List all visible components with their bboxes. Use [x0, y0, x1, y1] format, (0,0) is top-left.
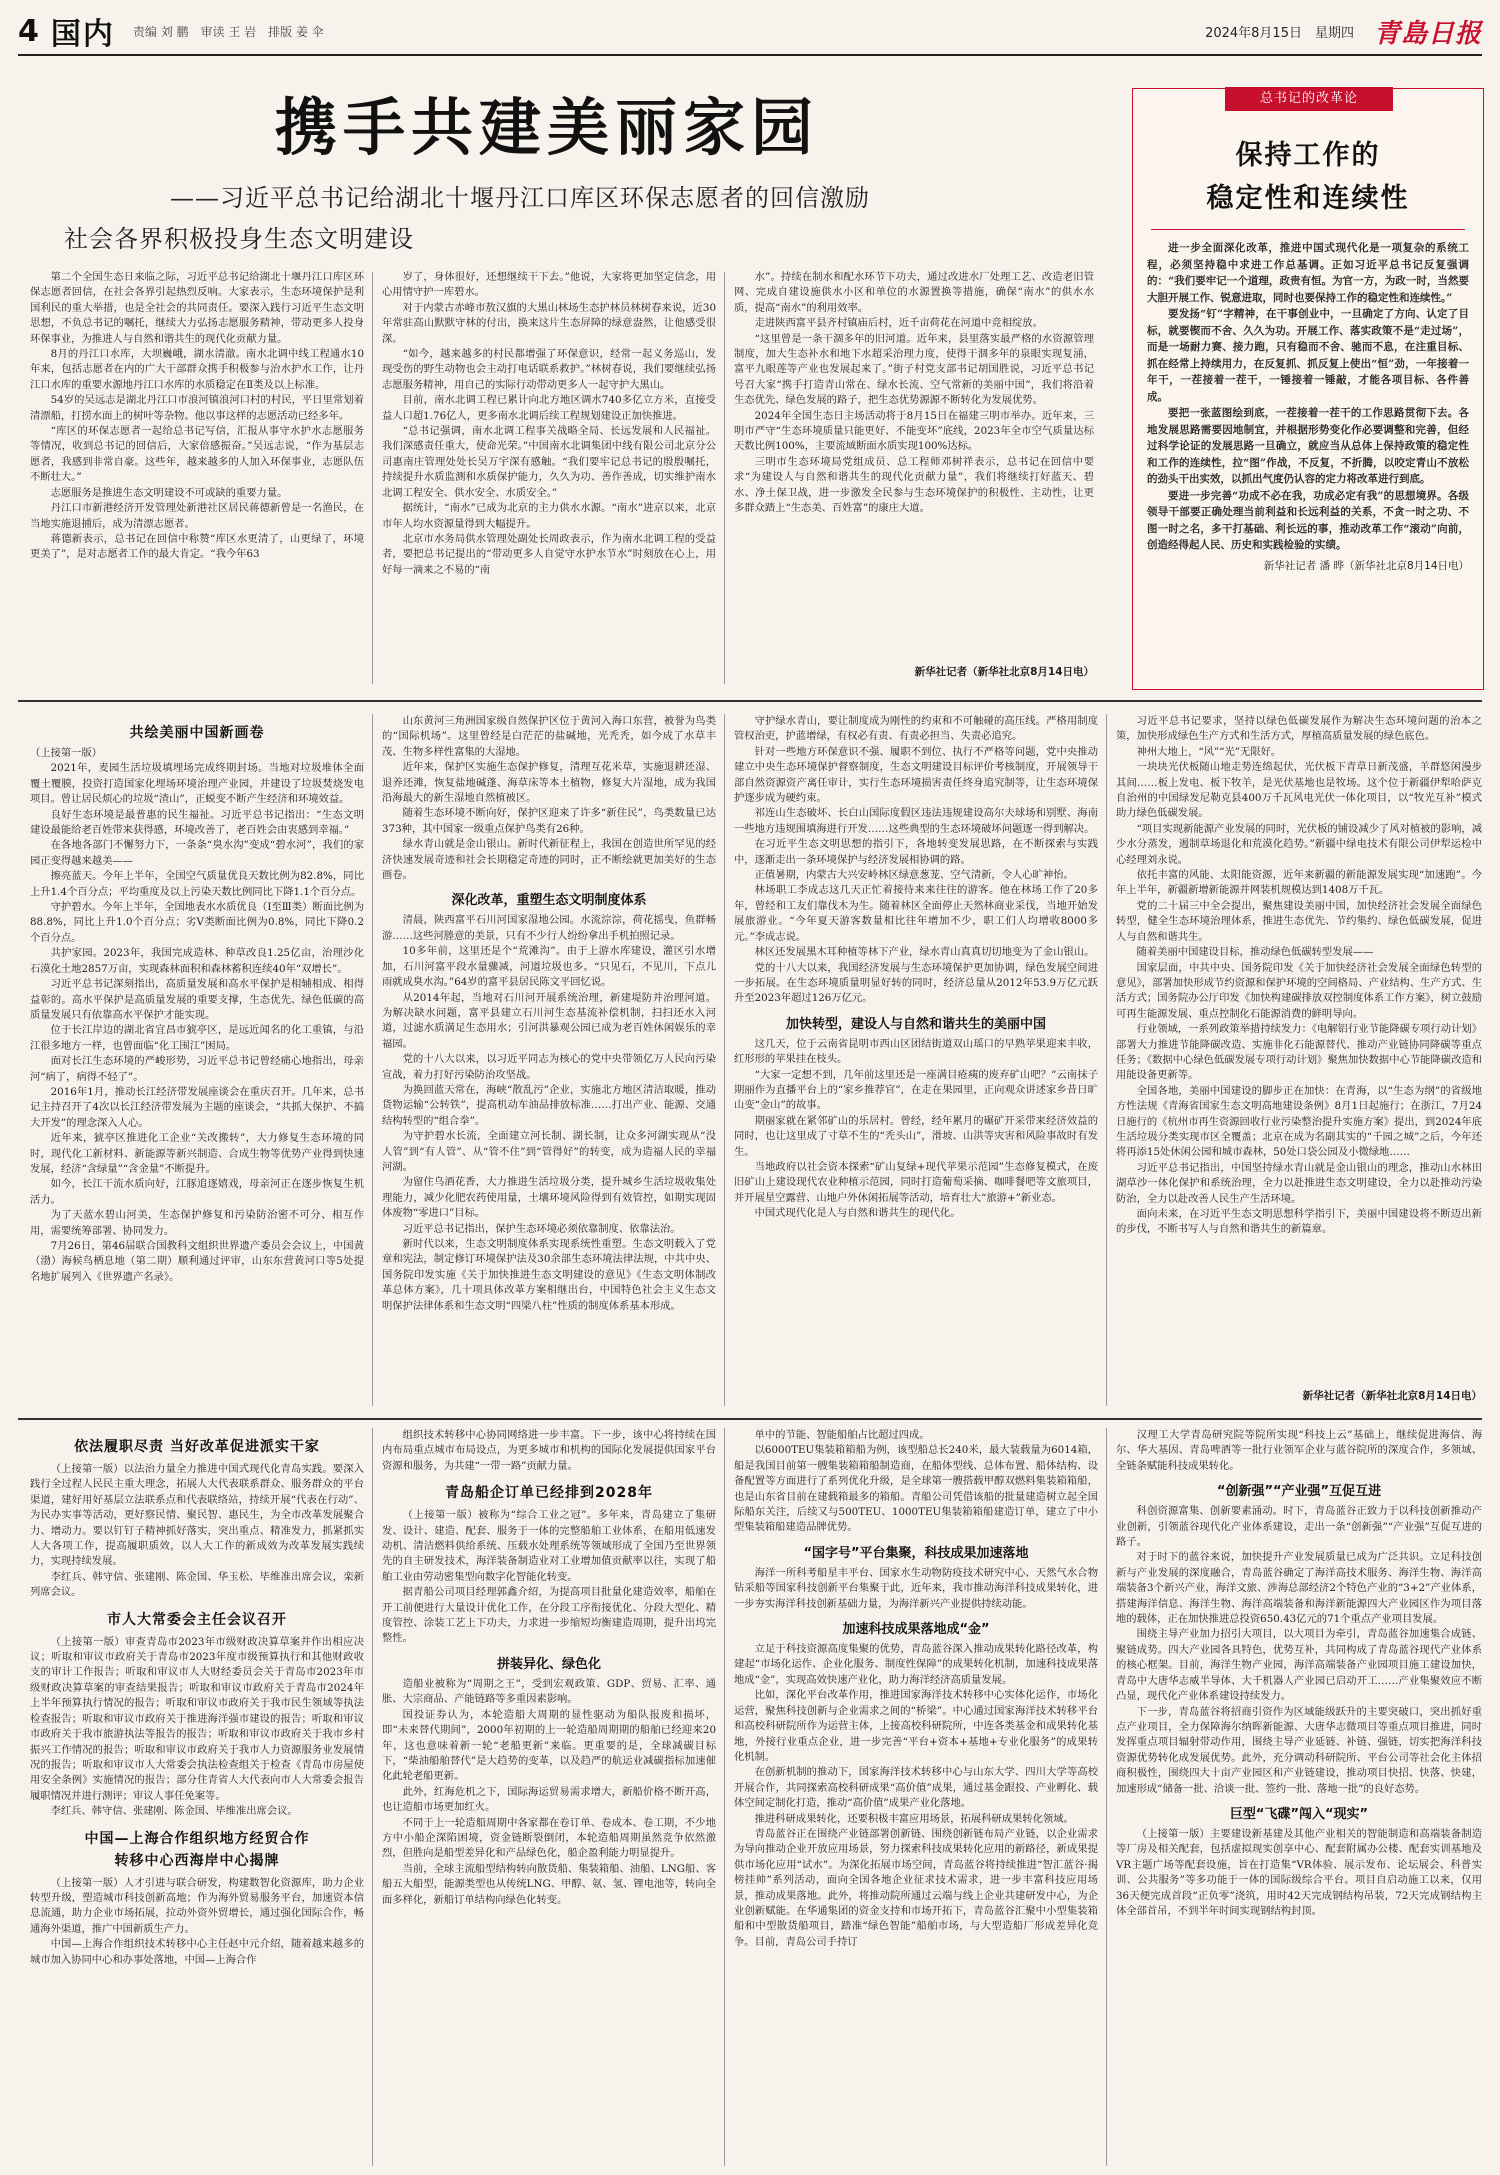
commentary-paragraph: 要进一步完善“功成不必在我，功成必定有我”的思想境界。各级领导干部要正确处理当前利益和长远利益的关系，不贪一时之功、不图一时之名，多干打基础、利长远的事，推动改革工作“滚动”向前，创造经得起人民、历史和实践检验的实绩。 — [1147, 489, 1469, 551]
bottom-b3-paragraph: 造船业被称为“周期之王”，受到宏观政策、GDP、贸易、汇率、通胀、大宗商品、产能链路等多重因素影响。 — [382, 1677, 716, 1706]
bottom-b3-paragraph: 国投证券认为，本轮造船大周期的显性驱动为船队报废和损坏，即“未来替代期间”，2000年初期的上一轮造船周期期的船舶已经迎来20年，这也意味着新一轮“老船更新”来临。更重要的是，全球减碳目标下，“柴油船舶替代”是大趋势的变革，以及趋严的航运业减碳指标加速催化此轮老船更新。 — [382, 1708, 716, 1783]
article2-subheading: 深化改革，重塑生态文明制度体系 — [451, 893, 647, 909]
lead-paragraph: 对于内蒙古赤峰市敖汉旗的大黑山林场生态护林员林树春来说，近30年常驻高山默默守林的付出，换来这片生态屏障的绿意盎然，让他感受很深。 — [382, 301, 716, 345]
article2-byline: 新华社记者（新华社北京8月14日电） — [1302, 1390, 1482, 1402]
article2-paragraph: 随着美丽中国建设目标，推动绿色低碳转型发展—— — [1136, 946, 1374, 959]
page-number: 4 — [18, 13, 39, 49]
bottom-b2-paragraph: （上接第一版）被称为“综合工业之冠”。多年来，青岛建立了集研发、设计、建造、配套、服务于一体的完整船舶工业体系，在船用低速发动机、清洁燃料供给系统、压载水处理系统等领域形成了全国乃至世界领先的自主研发技术，海洋装备制造业对工业增加值贡献率以往，实现了船舶工业由劳动密集型向数字化智能化转变。 — [382, 1509, 716, 1583]
newspaper-logo: 青島日报 — [1373, 18, 1482, 49]
commentary-label: 总书记的改革论 — [1225, 87, 1393, 111]
bottom-col3-paragraph: 以6000TEU集装箱箱船为例，该型船总长240米，最大装载量为6014箱，船是我国目前第一艘集装箱箱船制造商，在船体型线、总体布置、船体结构、设备配置等方面进行了系列优化升级，是全球第一艘搭载甲醇双燃料集装箱箱船，也是山东省目前在建载箱最多的箱船。青船公司凭借该船的批量建造树立起全国际船东关注，后续又与500TEU、1000TEU集装箱箱船建造订单，建立了中小型集装箱船建造品牌优势。 — [734, 1444, 1098, 1534]
article2-paragraph: 国家层面，中共中央、国务院印发《关于加快经济社会发展全面绿色转型的意见》，部署加快形成节约资源和保护环境的空间格局、产业结构、生产方式、生活方式；国务院办公厅印发《加快构建碳排放双控制度体系工作方案》，树立鼓励可再生能源发展、重点控制化石能源消费的鲜明导向。 — [1116, 961, 1482, 1020]
commentary-paragraph: 要发扬“钉”字精神，在干事创业中，一旦确定了方向、认定了目标，就要锲而不舍、久久为功。开展工作、落实政策不是“走过场”，而是一场耐力赛、接力跑，只有稳而不舍、驰而不息，在注重目标、抓在经常上持续用力，在反复抓、抓反复上使出“恒”劲，一年接着一年干，一茬接着一茬干，一锤接着一锤敲，才能各项目标、各件善成。 — [1147, 308, 1469, 403]
article2-paragraph: 为留住乌酒花香，大力推进生活垃圾分类，提升城乡生活垃圾收集处理能力，减少化肥农药使用量，土壤环境风险得到有效管控，如期实现固体废物“零进口”目标。 — [382, 1176, 716, 1220]
bottom-a2-title: 市人大常委会主任会议召开 — [107, 1611, 287, 1628]
article2-paragraph: 神州大地上，“风”“光”无限好。 — [1136, 745, 1282, 758]
article2-paragraph: 守护碧水。今年上半年，全国地表水水质优良（Ⅰ至Ⅲ类）断面比例为88.8%，同比上升1.0个百分点；劣Ⅴ类断面比例为0.8%，同比下降0.2个百分点。 — [30, 901, 364, 944]
article2-paragraph: 从2014年起，当地对石川河开展系统治理，新建堤防并治理河道。为解决缺水问题，富平县建立石川河生态基流补偿机制，扫扫还水入河道，过滤水质满足生态用水；引河洪暴观公园已成为老百姓休闲娱乐的幸福园。 — [382, 991, 716, 1050]
lead-paragraph: “这里曾是一条干涸多年的旧河道。近年来，县里落实最严格的水资源管理制度，加大生态补水和地下水超采治理力度，使得干涸多年的泉眼实现复涌，富平九眼莲等产业也发展起来了。”街子村党支部书记胡国胜说，习近平总书记号召大家“携手打造青山常在、绿水长流、空气常新的美丽中国”，我们将沿着生态优先、绿色发展的路子，把生态优势源源不断转化为发展优势。 — [734, 332, 1094, 407]
bottom-a1-paragraph: 李红兵、韩守信、张建刚、陈金国、华玉松、毕维准出席会议，栾新列席会议。 — [30, 1570, 364, 1599]
article2-paragraph: 习近平总书记指出，保护生态环境必须依靠制度、依靠法治。 — [402, 1222, 681, 1235]
bottom-a2-paragraph: 李红兵、韩守信、张建刚、陈金国、毕维准出席会议。 — [50, 1805, 298, 1818]
bottom-a3-title-2: 转移中心西海岸中心揭牌 — [114, 1852, 280, 1869]
article2-paragraph: 党的十八大以来，我国经济发展与生态环境保护更加协调，绿色发展空间进一步拓展。在生态环境质量明显好转的同时，经济总量从2012年53.9万亿元跃升至2023年超过126万亿元。 — [734, 961, 1098, 1005]
article2-paragraph: 党的十八大以来，以习近平同志为核心的党中央带领亿万人民向污染宣战，着力打好污染防治攻坚战。 — [382, 1053, 716, 1081]
bottom-col3-subheading: “国字号”平台集聚，科技成果加速落地 — [803, 1545, 1029, 1561]
article2-paragraph: 面向未来，在习近平生态文明思想科学指引下，美丽中国建设将不断迈出新的步伐，不断书写人与自然和谐共生的新篇章。 — [1116, 1208, 1482, 1236]
lead-paragraph: 据统计，“南水”已成为北京的主力供水水源。“南水”进京以来，北京市年人均水资源量得到大幅提升。 — [382, 502, 716, 530]
bottom-col4-subheading: 巨型“飞碟”闯入“现实” — [1229, 1806, 1369, 1822]
bottom-col3-paragraph: 单中的节能、智能船舶占比超过四成。 — [754, 1429, 930, 1441]
commentary-body — [1147, 240, 1469, 554]
lead-paragraph: 走进陕西富平县齐村镇庙后村，近千亩荷花在河道中竞相绽放。 — [754, 317, 1043, 330]
lead-paragraph: 8月的丹江口水库，大坝巍峨，湖水清澈。南水北调中线工程通水10年来，包括志愿者在内的广大干部群众携手积极参与治水护水工作，让丹江口水库的重要水源地丹江口水库的水质稳定在Ⅱ类及以上标准。 — [30, 348, 364, 391]
article2-paragraph: 习近平总书记深刻指出，高质量发展和高水平保护是相辅相成、相得益彰的。高水平保护是高质量发展的重要支撑，生态优先、绿色低碳的高质量发展只有依靠高水平保护才能实现。 — [30, 978, 364, 1021]
lead-paragraph: 水”。持续在制水和配水环节下功夫，通过改进水厂处理工艺、改造老旧管网、完成自建设施供水小区和单位的水源置换等措施，确保“南水”的供水水质，提高“南水”的利用效率。 — [734, 271, 1094, 314]
article2-paragraph: 近年来，猇亭区推进化工企业“关改搬转”，大力修复生态环境的同时，现代化工新材料、新能源等新兴制造、合成生物等优势产业得到快速发展，经济“含绿量”“含金量”不断提升。 — [30, 1132, 364, 1175]
lead-subtitle-1: ——习近平总书记给湖北十堰丹江口库区环保志愿者的回信激励 — [170, 184, 870, 212]
lead-byline: 新华社记者（新华社北京8月14日电） — [914, 666, 1094, 678]
article2-paragraph: 10多年前，这里还是个“荒滩沟”。由于上游水库建设，灌区引水增加，石川河富平段水量骤减，河道垃圾也多。“只见石，不见川，下点儿雨就成臭水沟。”64岁的富平县居民陈文平回忆说。 — [382, 945, 716, 989]
article2-paragraph: 新时代以来，生态文明制度体系实现系统性重塑。生态文明载入了党章和宪法，制定修订环境保护法及30余部生态环境法律法规，中共中央、国务院印发实施《关于加快推进生态文明建设的意见》《生态文明体制改革总体方案》，几十项具体改革方案相继出台，中国特色社会主义生态文明保护法律体系和生态文明“四梁八柱”性质的制度体系基本形成。 — [382, 1238, 716, 1312]
article2-paragraph: 随着生态环境不断向好，保护区迎来了许多“新住民”，鸟类数量已达373种，其中国家一级重点保护鸟类有26种。 — [382, 807, 716, 835]
bottom-col3-paragraph: 比如，深化平台改革作用，推进国家海洋技术转移中心实体化运作，市场化运营，聚焦科技创新与企业需求之间的“桥梁”。中心通过国家海洋技术转移平台和高校科研院所作为运营主体，上接高校科研院所，中连各类基金和成果转化基地，外接行业重点企业，进一步完善“平台+资本+基地+专业化服务”的成果转化机制。 — [734, 1689, 1098, 1763]
lead-paragraph: “如今，越来越多的村民都增强了环保意识，经常一起义务巡山，发现受伤的野生动物也会主动打电话联系救护。”林树春说，我们要继续弘扬志愿服务精神，用自己的实际行动带动更多人一起守护大黑山。 — [382, 348, 716, 391]
article2-paragraph: （上接第一版） — [30, 747, 103, 759]
article2-column-1 — [30, 746, 364, 1406]
lead-paragraph: 三明市生态环境局党组成员、总工程师邓树祥表示，总书记在回信中要求“为建设人与自然和谐共生的现代化贡献力量”，我们将继续打好蓝天、碧水、净土保卫战，进一步激发全民参与生态环境保护的积极性、主动性，让更多群众踏上“生态美、百姓富”的康庄大道。 — [734, 455, 1094, 515]
article2-paragraph: 期丽家就在紧邻矿山的乐居村。曾经，经年累月的碾矿开采带来经济效益的同时，也让这里成了寸草不生的“秃头山”，滑坡、山洪等灾害和风险事故时有发生。 — [734, 1114, 1098, 1158]
article2-paragraph: 在习近平生态文明思想的指引下，各地转变发展思路，在不断探索与实践中，逐渐走出一条环境保护与经济发展相协调的路。 — [734, 838, 1098, 866]
article2-paragraph: 行业领域，一系列政策举措持续发力：《电解铝行业节能降碳专项行动计划》部署大力推进节能降碳改造、实施非化石能源替代、推动产业链协同降碳等重点任务；《数据中心绿色低碳发展专项行动计划》聚焦加快数据中心节能降碳改造和用能设备更新等。 — [1116, 1023, 1482, 1082]
article2-column-3 — [734, 714, 1098, 1406]
bottom-column-2 — [382, 1428, 716, 2166]
bottom-b3-paragraph: 不同于上一轮造船周期中各家都在卷订单、卷成本、卷工期，不少地方中小船企深陷困境，资金链断裂倒闭，本轮造船周期虽然竞争依然激烈，但胜向是船型差异化和产品绿色化，船企盈利能力明显提升。 — [382, 1816, 716, 1860]
article2-paragraph: 如今，长江干流水质向好，江豚追逐嬉戏，母亲河正在逐步恢复生机活力。 — [30, 1178, 364, 1206]
bottom-a1-title: 依法履职尽责 当好改革促进派实干家 — [74, 1439, 320, 1455]
article2-paragraph: 清晨，陕西富平石川河国家湿地公园。水流淙淙，荷花摇曳，鱼群畅游……这些河塍意的美景，只有不少行人纷纷拿出手机拍照记录。 — [382, 914, 716, 942]
article2-column-2 — [382, 714, 716, 1406]
article2-paragraph: 近年来，保护区实施生态保护修复，清理互花米草，实施退耕还湿、退养还滩，恢复盐地碱蓬、海草床等本土植物，修复大片湿地，成为我国沿海最大的新生湿地自然植被区。 — [382, 761, 716, 805]
bottom-col3-paragraph: 立足于科技资源高度集聚的优势，青岛蓝谷深入推动成果转化路径改革，构建起“市场化运作、企业化服务、制度性保障”的成果转化机制，加速科技成果落地成“金”，实现高效快速产业化，助力海洋经济高质量发展。 — [734, 1643, 1098, 1686]
bottom-b3-title: 拼装异化、绿色化 — [496, 1656, 601, 1672]
article2-paragraph: “项目实现新能源产业发展的同时，光伏板的铺设减少了风对植被的影响，减少水分蒸发，遏制草场退化和荒漠化趋势。”新疆中绿电技术有限公司伊犁运检中心经理刘永说。 — [1116, 822, 1482, 866]
article2-subheading: 加快转型，建设人与自然和谐共生的美丽中国 — [785, 1016, 1046, 1032]
bottom-col3-paragraph: 推进科研成果转化，还要积极丰富应用场景，拓展科研成果转化领域。 — [754, 1812, 1074, 1825]
lead-title: 携手共建美丽家园 — [275, 91, 820, 164]
bottom-a2-paragraph: （上接第一版）审查青岛市2023年市级财政决算草案并作出相应决议；听取和审议市政府关于青岛市2023年度市级预算执行和其他财政收支的审计工作报告；听取和审议市人大财经委员会关于青岛市2023年市级财政决算草案的审查结果报告；听取和审议市政府关于青岛市2024年上半年预算执行情况的报告；听取和审议市政府关于我市民生领域等执法检查报告；听取和审议市政府关于推进海洋强市建设的报告；听取和审议市政府关于我市旅游执法等报告的报告；听取和审议市政府关于我市乡村振兴工作情况的报告；听取和审议市政府关于我市人力资源服务业发展情况的报告；听取和审议市人大常委会执法检查组关于检查《青岛市房屋使用安全条例》实施情况的报告；部分住青省人大代表向市人大常委会报告履职情况并进行测评；审议人事任免案等。 — [30, 1635, 364, 1802]
bottom-col4-paragraph: 围绕主导产业加力招引大项目，以大项目为牵引，青岛蓝谷加速集合成链、聚链成势。四大产业园各具特色，优势互补，共同构成了青岛蓝谷现代产业体系的核心框架。目前，海洋生物产业园，海洋高端装备产业园项目施工建设加快，青岛中大唐华志威半导体、大千机器人产业园已启动开工……产业集聚效应不断凸显，现代化产业体系建设持续发力。 — [1116, 1628, 1482, 1703]
lead-headline — [30, 92, 1100, 254]
commentary-byline: 新华社记者 潘 晔（新华社北京8月14日电） — [1263, 559, 1469, 572]
bottom-col3-paragraph: 青岛蓝谷正在围绕产业链部署创新链、围绕创新链布局产业链，以企业需求为导向推动企业开放应用场景，努力探索科技成果转化应用的新路径，新成果提供市场化应用“试水”。为深化拓展市场空间，青岛蓝谷将持续推进“智汇蓝谷·揭榜挂帅”系列活动，面向全国各地企业征求技术需求，进一步丰富科技应用场景，推动成果落地。此外，将推动院所通过云端与线上企业共建研发中心，为企业创新赋能。在华通集团的资金支持和市场开拓下，青岛蓝谷汇聚中小型集装箱船和中型散货船项目，踏准“绿色智能”船舶市场，与大型造船厂形成差异化竞争。目前，青岛公司手持订 — [734, 1827, 1098, 1948]
article2-paragraph: 林区还发展黑木耳种植等林下产业，绿水青山真真切切地变为了金山银山。 — [754, 946, 1095, 959]
commentary-title-line1: 保持工作的 — [1235, 140, 1381, 171]
lead-column-1 — [30, 270, 364, 682]
commentary-paragraph: 要把一张蓝图绘到底，一茬接着一茬干的工作思路贯彻下去。各地发展思路需要因地制宜，并根据形势变化作必要调整和完善，但经过科学论证的发展思路一旦确立，就应当从总体上保持政策的稳定性和工作的连续性，拉“图”作战，不反复，不折腾，以咬定青山不放松的劲头干出实效，以抓出气度仍认容的定力将改革进行到底。 — [1147, 407, 1469, 485]
article2-paragraph: 林场职工李成志这几天正忙着接待来来往往的游客。他在林场工作了20多年，曾经和工友们靠伐木为生。随着林区全面停止天然林商业采伐，当地开始发展旅游业。“今年夏天游客数量相比往年增加不少，职工们人均增收8000多元。”李成志说。 — [734, 884, 1098, 943]
bottom-b3-paragraph: 此外，红海危机之下，国际海运贸易需求增大，新船价格不断开高，也让造船市场更加红火。 — [382, 1785, 716, 1814]
bottom-a1-paragraph: （上接第一版）以法治力量全力推进中国式现代化青岛实践。要深入践行全过程人民民主重大理念，拓展人大代表联系群众、服务群众的平台渠道，建好用好基层立法联系点和代表联络站，持续开展“代表在行动”、为民办实事等活动，更好察民情、聚民智、惠民生，为全市改革发展聚合力、增动力。要以钉钉子精神抓好落实，突出重点、精准发力，抓紧抓实人大各项工作，提高履职质效，以人大工作的新成效为改革发展实践续力，实现持续发展。 — [30, 1463, 364, 1568]
lead-paragraph: 志愿服务是推进生态文明建设不可或缺的重要力量。 — [50, 486, 288, 499]
bottom-a3-paragraph: 中国—上海合作组织技术转移中心主任赵中元介绍，随着越来越多的城市加入协同中心和办事处落地，中国—上海合作 — [30, 1938, 364, 1966]
lead-paragraph: 北京市水务局供水管理处副处长周政表示，作为南水北调工程的受益者，要把总书记提出的“带动更多人自觉守水护水节水”时刻放在心上，用好每一滴来之不易的“南 — [382, 532, 716, 576]
article2-paragraph: 为了天蓝水碧山河美，生态保护修复和污染防治密不可分、相互作用，需要统筹部署、协同发力。 — [30, 1209, 364, 1237]
article2-paragraph: 全国各地，美丽中国建设的脚步正在加快：在青海，以“生态为纲”的省级地方性法规《青海省国家生态文明高地建设条例》8月1日起施行；在浙江，7月24日施行的《杭州市再生资源回收行业污染整治提升实施方案》提出，到2024年底生活垃圾分类实现市区全覆盖；北京在成为名副其实的“千园之城”之后，今年还将再添15处休闲公园和城市森林，50处口袋公园及小微绿地…… — [1116, 1084, 1482, 1159]
article2-paragraph: 党的二十届三中全会提出，聚焦建设美丽中国，加快经济社会发展全面绿色转型，健全生态环境治理体系，推进生态优先、节约集约、绿色低碳发展，促进人与自然和谐共生。 — [1116, 899, 1482, 943]
article2-paragraph: 习近平总书记要求，坚持以绿色低碳发展作为解决生态环境问题的治本之策，加快形成绿色生产方式和生活方式，厚植高质量发展的绿色底色。 — [1116, 715, 1482, 743]
bottom-col4-paragraph: 汉理工大学青岛研究院等院所实现“科技上云”基础上，继续促进海信、海尔、华大基因、青岛啤酒等一批行业领军企业与蓝谷院所的深度合作，多领域、全链条赋能科技成果转化。 — [1116, 1429, 1482, 1472]
editor-credit: 责编 刘 鹏 — [132, 24, 189, 39]
bottom-col2-lead: 组织技术转移中心协同网络进一步丰富。下一步，该中心将持续在国内布局重点城市布局设点，为更多城市和机构的国际化发展提供国家平台资源和服务，为共建“一带一路”贡献力量。 — [382, 1429, 716, 1472]
bottom-col4-paragraph: （上接第一版）主要建设新基建及其他产业相关的智能制造和高端装备制造等厂房及相关配套，包括虚拟现实创享中心、配套附属办公楼、配套实训基地及VR主题广场等配套设施，旨在打造集“VR体验、展示发布、论坛展会、科普实训、公共服务”等多功能于一体的国际级综合平台。项目自启动施工以来，仅用36天便完成首段“正负零”浇筑，用时42天完成钢结构吊装，72天完成钢结构主体全部首吊，不到半年时间实现钢结构封顶。 — [1116, 1827, 1482, 1917]
lead-paragraph: 岁了，身体很好，还想继续干下去。”他说，大家将更加坚定信念，用心用情守护一库碧水。 — [382, 271, 716, 299]
article2-paragraph: 依托丰富的风能、太阳能资源，近年来新疆的新能源发展实现“加速跑”。今年上半年，新疆新增新能源并网装机规模达到1408万千瓦。 — [1116, 869, 1482, 897]
article2-paragraph: 2016年1月，推动长江经济带发展座谈会在重庆召开。几年来，总书记主持召开了4次以长江经济带发展为主题的座谈会，“共抓大保护、不搞大开发”的理念深入人心。 — [30, 1085, 364, 1129]
lead-paragraph: 第二个全国生态日来临之际，习近平总书记给湖北十堰丹江口库区环保志愿者回信，在社会各界引起热烈反响。大家表示，生态环境保护是利国利民的重大举措，也是全社会的共同责任。要深入践行习近平生态文明思想，不负总书记的嘱托，继续大力弘扬志愿服务精神，带动更多人投身环保事业，为推进人与自然和谐共生的现代化贡献力量。 — [30, 271, 364, 345]
article2-paragraph: 这几天，位于云南省昆明市西山区团结街道双山瑶口的早熟苹果迎来丰收，红形形的苹果挂在枝头。 — [734, 1037, 1098, 1066]
article2-paragraph: 正值暑期，内蒙古大兴安岭林区绿意葱茏、空气清新，令人心旷神怡。 — [754, 869, 1074, 882]
article2-paragraph: 位于长江岸边的湖北省宜昌市猇亭区，是远近闻名的化工重镇，与沿江很多地方一样，也曾面临“化工围江”困局。 — [30, 1024, 364, 1052]
commentary-title-line2: 稳定性和连续性 — [1206, 183, 1410, 214]
bottom-a3-title-1: 中国—上海合作组织地方经贸合作 — [84, 1830, 310, 1847]
article2-paragraph: 绿水青山就是金山银山。新时代新征程上，我国在创造世所罕见的经济快速发展奇迹和社会长期稳定奇迹的同时，正不断绘就更加美好的生态画卷。 — [382, 838, 716, 882]
lead-paragraph: 2024年全国生态日主场活动将于8月15日在福建三明市举办。近年来，三明市严守“生态环境质量只能更好、不能变坏”底线，2023年全市空气质量达标天数比例100%，主要流域断面水质实现100%达标。 — [734, 409, 1094, 453]
bottom-b2-title: 青岛船企订单已经排到2028年 — [445, 1485, 653, 1502]
bottom-col3-paragraph: 海洋一所科考船星丰平台、国家水生动物防疫技术研究中心、天然气水合物钻采船等国家科技创新平台集聚于此，近年来，我市推动海洋科技成果转化，进一步夯实海洋科技创新基础力量，为海洋新兴产业提供持续动能。 — [734, 1566, 1098, 1610]
issue-date: 2024年8月15日 星期四 — [1205, 25, 1354, 41]
commentary-paragraph: 进一步全面深化改革，推进中国式现代化是一项复杂的系统工程，必须坚持稳中求进工作总基调。正如习近平总书记反复强调的：“我们要牢记一个道理，政贵有恒。为官一方，为政一时，当然要大胆开展工作、锐意进取，同时也要保持工作的稳定性和连续性。” — [1147, 242, 1469, 304]
bottom-a3-paragraph: （上接第一版）人才引进与联合研发，构建数智化资源库，助力企业转型升级，塑造城市科技创新高地；作为海外贸易服务平台，加速资本信息流通，助力企业市场拓展，拉动外资外贸增长，通过强化国际合作，畅通海外渠道，推广中国新质生产力。 — [30, 1876, 364, 1935]
article2-paragraph: 良好生态环境是最普惠的民生福祉。习近平总书记指出：“生态文明建设最能给老百姓带来获得感，环境改善了，老百姓会由衷感到幸福。” — [30, 808, 364, 837]
lead-paragraph: 54岁的吴远志是湖北丹江口市浪河镇浪河口村的村民，平日里常划着清漂船，打捞水面上的树叶等杂物。他以事这样的志愿活动已经多年。 — [30, 394, 364, 422]
article2-title: 共绘美丽中国新画卷 — [129, 725, 265, 741]
bottom-column-3 — [734, 1428, 1098, 2166]
article2-paragraph: 一块块光伏板随山地走势连绵起伏，光伏板下青草日新茂盛，羊群悠闲漫步其间……板上发电、板下牧羊，是光伏基地也是牧场。这个位于新疆伊犁哈萨克自治州的中国绿发尼勒克县400万千瓦风电光伏一体化项目，以“牧光互补”模式助力绿色低碳发展。 — [1116, 761, 1482, 820]
bottom-col4-paragraph: 科创资源富集、创新要素涌动。时下，青岛蓝谷正致力于以科技创新推动产业创新，引领蓝谷现代化产业体系建设，走出一条“创新强”“产业强”互促互进的路子。 — [1116, 1505, 1482, 1549]
article2-paragraph: 针对一些地方环保意识不强、履职不到位、执行不严格等问题，党中央推动建立中央生态环境保护督察制度，生态文明建设目标评价考核制度，开展领导干部自然资源资产离任审计，实行生态环境损害责任终身追究制等，让生态环境保护逐步成为硬约束。 — [734, 745, 1098, 805]
article2-paragraph: 擦亮蓝天。今年上半年，全国空气质量优良天数比例为82.8%，同比上升1.4个百分点；平均重度及以上污染天数比例同比下降1.1个百分点。 — [30, 870, 364, 898]
article2-paragraph: 祁连山生态破坏、长白山国际度假区违法违规建设高尔夫球场和别墅、海南一些地方违规围填海进行开发……这些典型的生态环境破坏问题逐一得到解决。 — [734, 807, 1098, 835]
bottom-column-4 — [1116, 1428, 1482, 2166]
bottom-b3-paragraph: 当前，全球主流船型结构转向散货船、集装箱船、油船、LNG船、客船五大船型，能源类型也从传统LNG、甲醇、氨、氢、锂电池等，转向全面多样化，新船订单结构向绿色化转变。 — [382, 1862, 716, 1906]
article2-paragraph: 习近平总书记指出，中国坚持绿水青山就是金山银山的理念，推动山水林田湖草沙一体化保护和系统治理，全力以赴推进生态文明建设，全力以赴推动污染防治，全力以赴改善人民生产生活环境。 — [1116, 1161, 1482, 1205]
layout-credit: 排版 姜 伞 — [268, 24, 324, 39]
bottom-col4-paragraph: 对于时下的蓝谷来说，加快提升产业发展质量已成为广泛共识。立足科技创新与产业发展的深度融合，青岛蓝谷确定了海洋高技术服务、海洋生物、海洋高端装备3个新兴产业，海洋文旅、涉海总部经济2个特色产业的“3+2”产业体系，搭建海洋信息、海洋生物、海洋高端装备和海洋新能源四大产业园区作为项目落地的载体，正在加快推进总投资650.43亿元的71个重点产业项目发展。 — [1116, 1551, 1482, 1626]
bottom-col4-subheading: “创新强”“产业强”互促互进 — [1216, 1484, 1382, 1500]
section-name: 国内 — [50, 17, 115, 52]
lead-paragraph: “总书记强调，南水北调工程事关战略全局、长远发展和人民福祉。我们深感责任重大，使命光荣。”中国南水北调集团中线有限公司北京分公司惠南庄管理处处长吴万宇深有感触。“我们要牢记总书记的殷殷嘱托，持续提升水质监测和水质保护能力，久久为功、善作善成，切实维护南水北调工程安全、供水安全、水质安全。” — [382, 425, 716, 499]
lead-paragraph: 蒋德新表示，总书记在回信中称赞“库区水更清了，山更绿了，环境更美了”，是对志愿者工作的最大肯定。“我今年63 — [30, 532, 364, 561]
commentary-box — [1132, 88, 1484, 690]
bottom-b2-paragraph: 据青船公司项目经理郭鑫介绍，为提高项目批量化建造效率，船舶在开工前便进行大量设计优化工作，在分段工序衔接优化、分段大型化、精度管控、涂装工艺上下功夫，力求进一步缩短均衡建造周期，提升出坞完整性。 — [382, 1586, 716, 1645]
lead-paragraph: 丹江口市新港经济开发管理处新港社区居民蒋德新曾是一名渔民，在当地实施退捕后，成为清漂志愿者。 — [30, 502, 364, 530]
bottom-col3-subheading: 加速科技成果落地成“金” — [842, 1622, 990, 1638]
article2-paragraph: 7月26日，第46届联合国教科文组织世界遗产委员会会议上，中国黄（渤）海候鸟栖息地（第二期）顺利通过评审，山东东营黄河口等5处提名地扩展列入《世界遗产名录》。 — [30, 1240, 364, 1283]
article2-paragraph: 在各地各部门不懈努力下，一条条“臭水沟”变成“碧水河”，我们的家园正变得越来越美—— — [30, 839, 364, 867]
article2-paragraph: “大家一定想不到，几年前这里还是一座满目疮痍的废弃矿山吧？”云南抹子期丽作为直播平台上的“家乡推荐官”，在走在果园里，正向观众讲述家乡昔日旷山变“金山”的故事。 — [734, 1068, 1098, 1112]
article2-paragraph: 2021年，麦园生活垃圾填埋场完成终期封场。当地对垃圾堆体全面覆土覆膜，投资打造国家化埋场环境治理产业园，并建设了垃圾焚烧发电项目。曾让居民烦心的垃圾“渣山”，正蜕变不断产生经济和环境效益。 — [30, 762, 364, 806]
article2-paragraph: 中国式现代化是人与自然和谐共生的现代化。 — [754, 1207, 961, 1220]
bottom-column-1 — [30, 1428, 364, 2166]
bottom-col4-paragraph: 下一步，青岛蓝谷将招商引资作为区域能级跃升的主要突破口，突出抓好重点产业项目，全力保障海尔纳晖新能源、大唐华志微项目等重点项目推进，同时发挥重点项目辐射带动作用，围绕主导产业延链、补链、强链，切实把海洋科技资源优势转化成发展优势。此外，充分调动科研院所、平台公司等社会化主体招商积极性，围绕四大十亩产业园区和产业链建设，推动项目快招、快落、快建，加速形成“储备一批、洽谈一批、签约一批、落地一批”的良好态势。 — [1116, 1705, 1482, 1795]
article2-paragraph: 为换回蓝天常在，海峡“散乱污”企业，实施北方地区清洁取暖，推动货物运输“公转铁”，提高机动车油品排放标准……打出产业、能源、交通结构转型的“组合拳”。 — [382, 1083, 716, 1127]
lead-paragraph: 目前，南水北调工程已累计向北方地区调水740多亿立方米，直接受益人口超1.76亿人，更多南水北调后续工程规划建设正加快推进。 — [382, 394, 716, 422]
article2-paragraph: 共护家园。2023年，我国完成造林、种草改良1.25亿亩，治理沙化石漠化土地2857万亩，实现森林面积和森林蓄积连续40年“双增长”。 — [30, 947, 364, 975]
page-header — [18, 8, 1482, 56]
article2-paragraph: 为守护碧水长流，全面建立河长制、湖长制，让众多河湖实现从“没人管”到“有人管”、从“管不住”到“管得好”的转变，成为造福人民的幸福河湖。 — [382, 1130, 716, 1173]
reviewer-credit: 审读 王 岩 — [200, 24, 257, 39]
lead-paragraph: “库区的环保志愿者一起给总书记写信，汇报从事守水护水志愿服务等情况，收到总书记的回信后，大家倍感振奋。”吴远志说，“作为基层志愿者，我感到非常自豪。这些年，越来越多的人加入环保事业，志愿队伍不断壮大。” — [30, 425, 364, 484]
article2-paragraph: 面对长江生态环境的严峻形势，习近平总书记曾经痛心地指出，母亲河“病了，病得不轻了”。 — [30, 1055, 364, 1083]
article2-paragraph: 山东黄河三角洲国家级自然保护区位于黄河入海口东营，被誉为鸟类的“国际机场”。这里曾经是白茫茫的盐碱地，光秃秃，如今成了水草丰茂、生物多样性富集的大湿地。 — [382, 715, 716, 758]
article2-paragraph: 守护绿水青山，要让制度成为刚性的约束和不可触碰的高压线。严格用制度管权治吏，护蓝增绿，有权必有责、有责必担当、失责必追究。 — [734, 715, 1098, 743]
bottom-col3-paragraph: 在创新机制的推动下，国家海洋技术转移中心与山东大学、四川大学等高校开展合作，共同探索高校科研成果“高价值”成果，通过基金跟投、产业孵化、载体空间定制化打造，推动“高价值”成果产业化落地。 — [734, 1766, 1098, 1810]
article2-column-4 — [1116, 714, 1482, 1384]
lead-subtitle-2: 社会各界积极投身生态文明建设 — [64, 225, 414, 253]
lead-column-2 — [382, 270, 716, 682]
lead-column-3 — [734, 270, 1094, 660]
article2-paragraph: 当地政府以社会资本探索“矿山复绿+现代苹果示范园”生态修复模式，在废旧矿山上建设现代农业种植示范园，同时打造葡萄采摘、咖啡餐吧等文旅项目，并开展星空露营、山地户外休闲拓展等活动，培育壮大“旅游+”新业态。 — [734, 1160, 1098, 1204]
